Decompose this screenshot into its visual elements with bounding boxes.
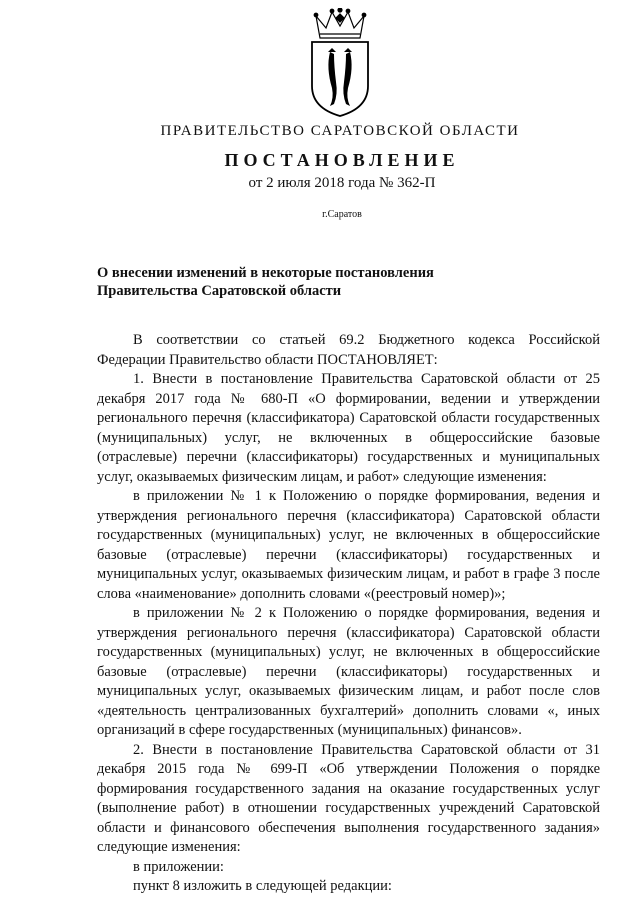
- document-date-number: от 2 июля 2018 года № 362-П: [248, 175, 436, 191]
- body-paragraph: в приложении:: [133, 858, 224, 875]
- government-name: ПРАВИТЕЛЬСТВО САРАТОВСКОЙ ОБЛАСТИ: [160, 123, 520, 139]
- document-type: ПОСТАНОВЛЕНИЕ: [224, 150, 460, 170]
- body-paragraph: В соответствии со статьей 69.2 Бюджетного кодекса Российской Федерации Правительство области ПОСТАНОВЛЯЕТ:: [97, 332, 600, 368]
- body-paragraph: в приложении № 2 к Положению о порядке формирования, ведения и утверждения регионального перечня (классификатора) Саратовской области государственных (муниципальных) услуг, не включенных в общероссийские базовые (отраслевые) перечни (классификаторы) государственных и муниципальных услуг, оказываемых физическим лицам, и работ после слов «деятельность централизованных бухгалтерий» дополнить словами «, иных организаций в сфере государственных (муниципальных) финансов».: [97, 605, 600, 738]
- body-paragraph: 2. Внести в постановление Правительства Саратовской области от 31 декабря 2015 года № 699-П «Об утверждении Положения о порядке формирования государственного задания на оказание государственных услуг (выполнение работ) в отношении государственных учреждений Саратовской области и финансового обеспечения выполнения государственного задания» следующие изменения:: [97, 741, 600, 855]
- body-paragraph: в приложении № 1 к Положению о порядке формирования, ведения и утверждения регионального перечня (классификатора) Саратовской области государственных (муниципальных) услуг, не включенных в общероссийские базовые (отраслевые) перечни (классификаторы) государственных и муниципальных услуг, оказываемых физическим лицам, и работ в графе 3 после слова «наименование» дополнить словами «(реестровый номер)»;: [97, 488, 600, 602]
- subject-line-1: О внесении изменений в некоторые постановления: [97, 265, 434, 281]
- document-city: г.Саратов: [322, 209, 362, 220]
- document-subject: [97, 264, 517, 300]
- coat-of-arms-icon: [306, 8, 374, 118]
- body-paragraph: пункт 8 изложить в следующей редакции:: [133, 878, 392, 894]
- body-paragraph: 1. Внести в постановление Правительства Саратовской области от 25 декабря 2017 года № 680-П «О формировании, ведении и утверждении регионального перечня (классификатора) Саратовской области государственных (муниципальных) услуг, не включенных в общероссийские базовые (отраслевые) перечни (классификаторы) государственных и муниципальных услуг, оказываемых физическим лицам, и работ» следующие изменения:: [97, 371, 600, 485]
- subject-line-2: Правительства Саратовской области: [97, 283, 342, 299]
- document-body: [97, 331, 600, 897]
